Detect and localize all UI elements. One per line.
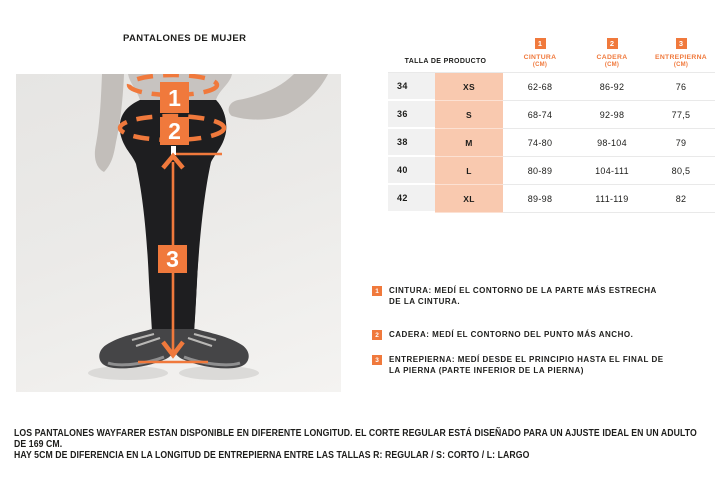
size-letter-cell: M: [435, 129, 503, 157]
entrepierna-cell: 80,5: [647, 157, 715, 185]
cadera-cell: 111-119: [577, 185, 647, 213]
column-header-entrepierna: [647, 38, 715, 72]
size-table: [388, 38, 715, 213]
cadera-cell: 104-111: [577, 157, 647, 185]
size-eu-cell: 36: [388, 101, 435, 129]
legend-badge-1-icon: 1: [372, 286, 382, 296]
legend-entrepierna-line2: LA PIERNA (PARTE INFERIOR DE LA PIERNA): [389, 366, 584, 375]
entrepierna-cell: 76: [647, 73, 715, 101]
legend-item-entrepierna: [372, 354, 689, 376]
measurement-figure: [16, 74, 341, 392]
legend-entrepierna-line1: ENTREPIERNA: MEDÍ DESDE EL PRINCIPIO HASTA EL FINAL DE: [389, 355, 664, 364]
legend-text-cadera: [389, 329, 689, 340]
cadera-label: CADERA: [596, 54, 628, 61]
footer-note: [14, 428, 710, 461]
entrepierna-cell: 79: [647, 129, 715, 157]
cintura-cell: 89-98: [503, 185, 577, 213]
cintura-cell: 74-80: [503, 129, 577, 157]
marker-1-label: 1: [168, 85, 181, 111]
legend-text-cintura: [389, 285, 689, 307]
cadera-unit: (CM): [604, 62, 620, 68]
cintura-cell: 80-89: [503, 157, 577, 185]
cadera-cell: 98-104: [577, 129, 647, 157]
table-row: [388, 101, 715, 129]
legend-badge-2-icon: 2: [372, 330, 382, 340]
cintura-cell: 68-74: [503, 101, 577, 129]
size-letter-cell: S: [435, 101, 503, 129]
cintura-cell: 62-68: [503, 73, 577, 101]
legend-item-cadera: [372, 329, 689, 340]
cintura-unit: (CM): [532, 62, 548, 68]
legend-badge-3-icon: 3: [372, 355, 382, 365]
size-header-label: TALLA DE PRODUCTO: [404, 58, 487, 65]
legend-cintura-line1: CINTURA: MEDÍ EL CONTORNO DE LA PARTE MÁS ESTRECHA: [389, 286, 657, 295]
table-row: [388, 185, 715, 213]
size-letter-cell: XS: [435, 73, 503, 101]
marker-3-label: 3: [166, 246, 179, 272]
figure-right-arm: [229, 74, 328, 120]
marker-2-label: 2: [168, 118, 181, 144]
figure-left-arm: [95, 74, 124, 172]
table-row: [388, 129, 715, 157]
size-eu-cell: 40: [388, 157, 435, 185]
column-header-cadera: [577, 38, 647, 72]
table-row: [388, 157, 715, 185]
badge-2-icon: 2: [607, 38, 618, 49]
size-letter-cell: XL: [435, 185, 503, 213]
entrepierna-cell: 82: [647, 185, 715, 213]
entrepierna-label: ENTREPIERNA: [654, 54, 708, 61]
legend-text-entrepierna: [389, 354, 689, 376]
badge-1-icon: 1: [535, 38, 546, 49]
size-eu-cell: 42: [388, 185, 435, 213]
legend-item-cintura: [372, 285, 689, 307]
page-title: PANTALONES DE MUJER: [123, 33, 247, 44]
measurement-figure-illustration: [16, 74, 341, 392]
badge-3-icon: 3: [676, 38, 687, 49]
size-eu-cell: 34: [388, 73, 435, 101]
table-row: [388, 73, 715, 101]
cintura-label: CINTURA: [523, 54, 557, 61]
footer-line1: LOS PANTALONES WAYFARER ESTAN DISPONIBLE EN DIFERENTE LONGITUD. EL CORTE REGULAR ESTÁ DISEÑADO PARA UN AJUSTE IDEAL EN UN ADULTO DE 169 CM.: [14, 428, 697, 450]
cadera-cell: 92-98: [577, 101, 647, 129]
entrepierna-cell: 77,5: [647, 101, 715, 129]
entrepierna-unit: (CM): [673, 62, 689, 68]
column-header-cintura: [503, 38, 577, 72]
size-table-header: [388, 38, 715, 73]
size-letter-cell: L: [435, 157, 503, 185]
legend-cintura-line2: DE LA CINTURA.: [389, 297, 461, 306]
footer-line2: HAY 5CM DE DIFERENCIA EN LA LONGITUD DE ENTREPIERNA ENTRE LAS TALLAS R: REGULAR / S: CORTO / L: LARGO: [14, 450, 530, 461]
size-eu-cell: 38: [388, 129, 435, 157]
cadera-cell: 86-92: [577, 73, 647, 101]
legend-cadera-line1: CADERA: MEDÍ EL CONTORNO DEL PUNTO MÁS ANCHO.: [389, 330, 634, 339]
